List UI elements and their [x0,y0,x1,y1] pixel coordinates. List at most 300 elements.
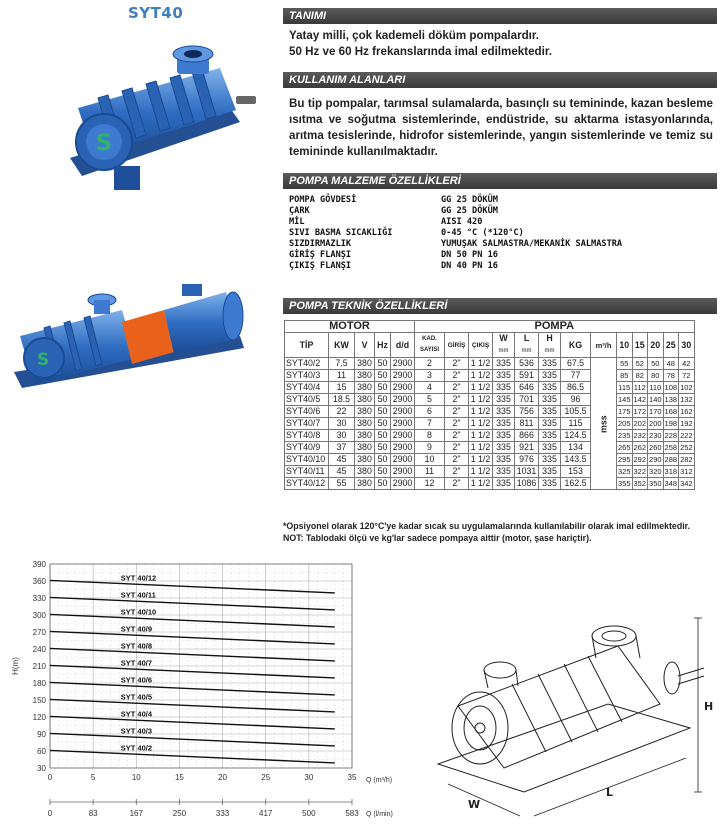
cell-head: 78 [663,370,679,382]
series-label: SYT 40/5 [120,692,153,702]
cell-dd: 2900 [391,442,415,454]
material-row [289,228,622,239]
series-line [50,682,335,694]
series-line [50,750,335,762]
performance-chart [0,550,393,834]
x2-axis-title: Q (l/min) [366,811,393,818]
x-tick-label: 10 [131,773,141,782]
cell-head: 42 [679,358,695,370]
material-row [289,239,622,250]
cell-v: 380 [355,478,375,490]
cell-head: 168 [664,407,678,416]
cell-head: 202 [633,419,647,428]
mss-label: mss [591,358,617,490]
cell-w: 335 [493,370,515,382]
cell-cikis: 1 1/2 [469,442,493,454]
cell-head: 258 [664,443,678,452]
cell-head: 200 [649,419,662,428]
cell-kad: 8 [415,430,445,442]
cell-tip: SYT40/8 [285,430,329,442]
cell-h: 335 [539,394,561,406]
material-row [289,206,622,217]
cell-head: 288 [664,455,678,464]
x2-tick-label: 333 [215,809,230,818]
y-tick-label: 150 [32,696,46,705]
table-row [285,370,695,382]
cell-kw: 22 [329,406,355,418]
col-hz: Hz [375,333,391,358]
cell-head: 85 [617,370,633,382]
x-axis-title: Q (m³/h) [366,777,393,784]
cell-kg: 96 [561,394,591,406]
cell-kw: 37 [329,442,355,454]
col-l-label: L [523,333,530,343]
cell-head: 232 [633,431,647,440]
cell-v: 380 [355,442,375,454]
series-label: SYT 40/8 [120,641,153,651]
material-row [289,250,622,261]
cell-giris: 2" [445,454,469,466]
cell-kg: 86.5 [561,382,591,394]
cell-hz: 50 [375,454,391,466]
tanimi-line-2: 50 Hz ve 60 Hz frekanslarında imal edilmektedir. [289,45,552,58]
cell-head: 322 [633,467,647,476]
cell-head: 48 [663,358,679,370]
cell-hz: 50 [375,382,391,394]
section-malzeme: POMPA MALZEME ÖZELLİKLERİ [283,173,717,189]
material-value: AISI 420 [441,217,483,227]
cell-head: 205 [618,419,631,428]
cell-head: 252 [680,443,693,452]
cell-h: 335 [539,466,561,478]
cell-l: 811 [515,418,539,430]
y-tick-label: 240 [32,645,46,654]
cell-giris: 2" [445,406,469,418]
cell-head: 292 [633,455,647,464]
cell-l: 1086 [515,478,539,490]
note-optional: *Opsiyonel olarak 120°C'ye kadar sıcak su uygulamalarında kullanılabilir olarak imal edilmektedir. [283,521,691,531]
col-kg: KG [561,333,591,358]
col-dd: d/d [391,333,415,358]
cell-l: 646 [515,382,539,394]
series-label: SYT 40/4 [120,709,153,719]
cell-dd: 2900 [391,430,415,442]
cell-cikis: 1 1/2 [469,454,493,466]
section-tanimi: TANIMI [283,8,717,24]
kullanim-text: Bu tip pompalar, tarımsal sulamalarda, basınçlı su temininde, kazan besleme ısıtma ve soğutma sistemlerinde, endüstride, su aktarma istasyonlarında, arıtma tesislerinde, hidrofor sistemlerinde, yangın sistemlerinde ve temiz su temininde kullanılmaktadır. [289,97,713,158]
cell-l: 921 [515,442,539,454]
cell-head: 50 [648,358,664,370]
cell-h: 335 [539,442,561,454]
material-key: ÇARK [289,206,310,216]
cell-kw: 15 [329,382,355,394]
cell-giris: 2" [445,358,469,370]
cell-head: 102 [680,383,693,392]
model-title: SYT40 [128,4,184,22]
material-value: 0-45 °C (*120°C) [441,228,524,238]
cell-l: 591 [515,370,539,382]
cell-h: 335 [539,382,561,394]
cell-cikis: 1 1/2 [469,466,493,478]
col-w-unit: mm [498,348,509,354]
material-key: SIZDIRMAZLIK [289,239,352,249]
cell-h: 335 [539,454,561,466]
x2-tick-label: 83 [88,809,98,818]
cell-head: 342 [680,479,693,488]
cell-head: 260 [649,443,662,452]
x2-tick-label: 0 [47,809,53,818]
series-line [50,597,335,609]
y-tick-label: 300 [32,611,46,620]
cell-tip: SYT40/11 [285,466,329,478]
cell-head: 312 [680,467,693,476]
cell-giris: 2" [445,370,469,382]
table-row [285,478,695,490]
cell-kg: 105.5 [561,406,591,418]
cell-w: 335 [493,406,515,418]
material-row [289,195,622,206]
cell-w: 335 [493,478,515,490]
cell-head: 235 [618,431,631,440]
series-label: SYT 40/2 [120,743,153,753]
cell-hz: 50 [375,406,391,418]
material-row [289,261,622,272]
col-l-unit: mm [521,348,532,354]
dim-w-label: W [468,798,481,811]
cell-head: 282 [680,455,693,464]
material-key: MİL [289,217,305,227]
cell-kad: 5 [415,394,445,406]
table-header-row [285,333,695,358]
series-line [50,665,335,677]
cell-l: 701 [515,394,539,406]
col-q30: 30 [679,333,695,358]
cell-head: 222 [680,431,693,440]
svg-text:S: S [96,131,112,156]
cell-head: 318 [664,467,678,476]
dim-h-label: H [704,700,714,713]
cell-v: 380 [355,454,375,466]
cell-kw: 7.5 [329,358,355,370]
table-row [285,406,695,418]
cell-kad: 6 [415,406,445,418]
cell-head: 290 [649,455,662,464]
cell-kw: 11 [329,370,355,382]
cell-cikis: 1 1/2 [469,394,493,406]
series-line [50,716,335,728]
cell-tip: SYT40/10 [285,454,329,466]
cell-kad: 10 [415,454,445,466]
cell-head: 82 [632,370,648,382]
cell-head: 170 [649,407,662,416]
cell-h: 335 [539,478,561,490]
section-teknik: POMPA TEKNİK ÖZELLİKLERİ [283,298,717,314]
cell-kad: 4 [415,382,445,394]
cell-dd: 2900 [391,394,415,406]
cell-w: 335 [493,418,515,430]
cell-tip: SYT40/5 [285,394,329,406]
x2-tick-label: 167 [129,809,143,818]
cell-giris: 2" [445,442,469,454]
cell-dd: 2900 [391,406,415,418]
cell-hz: 50 [375,466,391,478]
cell-head: 295 [618,455,631,464]
cell-head: 175 [618,407,631,416]
cell-head: 112 [633,383,646,392]
cell-head: 138 [664,395,678,404]
pump-motor-photo [4,262,254,402]
material-key: SIVI BASMA SICAKLIĞI [289,228,393,238]
table-row [285,382,695,394]
cell-dd: 2900 [391,478,415,490]
material-value: DN 40 PN 16 [441,261,498,271]
cell-kg: 77 [561,370,591,382]
material-key: ÇIKIŞ FLANŞI [289,261,352,271]
y-tick-label: 180 [32,679,46,688]
cell-v: 380 [355,466,375,478]
cell-v: 380 [355,430,375,442]
material-key: POMPA GÖVDESİ [289,195,357,205]
notes [283,520,690,544]
cell-hz: 50 [375,430,391,442]
cell-hz: 50 [375,394,391,406]
series-line [50,580,335,592]
y-tick-label: 90 [37,730,46,739]
cell-head: 350 [649,479,662,488]
y-tick-label: 390 [32,560,46,569]
material-value: DN 50 PN 16 [441,250,498,260]
y-tick-label: 120 [32,713,46,722]
series-line [50,614,335,626]
cell-kad: 2 [415,358,445,370]
materials-list [289,195,622,272]
cell-head: 262 [633,443,647,452]
cell-hz: 50 [375,478,391,490]
series-line [50,699,335,711]
cell-h: 335 [539,418,561,430]
x2-tick-label: 250 [172,809,187,818]
cell-kw: 55 [329,478,355,490]
cell-head: 355 [618,479,631,488]
cell-v: 380 [355,394,375,406]
x2-tick-label: 583 [345,809,359,818]
col-kw: KW [329,333,355,358]
cell-dd: 2900 [391,418,415,430]
cell-l: 756 [515,406,539,418]
col-q15: 15 [632,333,648,358]
x-tick-label: 0 [47,773,53,782]
cell-tip: SYT40/2 [285,358,329,370]
cell-kw: 18.5 [329,394,355,406]
col-h-label: H [546,333,553,343]
series-line [50,648,335,660]
cell-kad: 11 [415,466,445,478]
y-axis-title: H(m) [11,657,20,675]
cell-tip: SYT40/9 [285,442,329,454]
col-h-unit: mm [544,348,555,354]
cell-v: 380 [355,382,375,394]
col-h [539,333,561,358]
x-tick-label: 20 [218,773,228,782]
cell-head: 325 [618,467,631,476]
cell-kg: 134 [561,442,591,454]
motor-header: MOTOR [285,321,415,333]
cell-dd: 2900 [391,382,415,394]
cell-kg: 143.5 [561,454,591,466]
cell-head: 142 [633,395,647,404]
cell-head: 72 [679,370,695,382]
cell-w: 335 [493,394,515,406]
table-row [285,358,695,370]
y-tick-label: 360 [32,577,46,586]
series-label: SYT 40/11 [120,590,156,600]
cell-giris: 2" [445,466,469,478]
cell-w: 335 [493,430,515,442]
cell-kad: 7 [415,418,445,430]
dim-l-label: L [606,786,614,799]
col-v: V [355,333,375,358]
material-row [289,217,622,228]
cell-l: 866 [515,430,539,442]
cell-head: 230 [649,431,662,440]
pump-photo [40,38,260,198]
cell-head: 108 [664,383,678,392]
cell-l: 536 [515,358,539,370]
cell-head: 265 [618,443,631,452]
col-w-label: W [499,333,508,343]
cell-giris: 2" [445,478,469,490]
cell-w: 335 [493,358,515,370]
col-l [515,333,539,358]
x-tick-label: 5 [90,773,96,782]
cell-head: 198 [664,419,678,428]
series-label: SYT 40/10 [120,607,157,617]
x2-tick-label: 500 [302,809,316,818]
cell-kad: 12 [415,478,445,490]
cell-w: 335 [493,454,515,466]
cell-kg: 162.5 [561,478,591,490]
cell-v: 380 [355,418,375,430]
cell-h: 335 [539,370,561,382]
cell-tip: SYT40/6 [285,406,329,418]
cell-kw: 30 [329,430,355,442]
cell-cikis: 1 1/2 [469,382,493,394]
cell-w: 335 [493,466,515,478]
table-row [285,394,695,406]
col-q20: 20 [648,333,664,358]
cell-head: 352 [633,479,647,488]
cell-v: 380 [355,370,375,382]
material-key: GİRİŞ FLANŞI [289,250,352,260]
cell-v: 380 [355,358,375,370]
cell-kg: 153 [561,466,591,478]
cell-cikis: 1 1/2 [469,406,493,418]
series-line [50,631,335,643]
cell-head: 172 [633,407,647,416]
cell-giris: 2" [445,418,469,430]
col-flow: m³/h [591,333,617,358]
cell-kw: 45 [329,454,355,466]
tech-table [284,320,695,490]
cell-head: 132 [680,395,693,404]
x-tick-label: 35 [347,773,357,782]
cell-tip: SYT40/4 [285,382,329,394]
cell-l: 1031 [515,466,539,478]
cell-head: 348 [664,479,678,488]
cell-dd: 2900 [391,454,415,466]
cell-kw: 45 [329,466,355,478]
tanimi-line-1: Yatay milli, çok kademeli döküm pompalardır. [289,29,540,42]
cell-kw: 30 [329,418,355,430]
table-row [285,430,695,442]
series-label: SYT 40/9 [120,624,153,634]
material-value: GG 25 DÖKÜM [441,206,498,216]
cell-cikis: 1 1/2 [469,370,493,382]
y-tick-label: 60 [37,747,46,756]
y-tick-label: 30 [37,764,46,773]
pompa-header: POMPA [415,321,695,333]
cell-hz: 50 [375,358,391,370]
dimension-drawing [428,596,718,822]
material-value: YUMUŞAK SALMASTRA/MEKANİK SALMASTRA [441,239,623,249]
cell-head: 228 [664,431,678,440]
cell-head: 52 [632,358,648,370]
col-giris: GİRİŞ [445,333,469,358]
cell-hz: 50 [375,370,391,382]
series-label: SYT 40/6 [120,675,153,685]
table-row [285,454,695,466]
cell-v: 380 [355,406,375,418]
col-cikis: ÇIKIŞ [469,333,493,358]
col-q10: 10 [617,333,633,358]
series-label: SYT 40/7 [120,658,153,668]
cell-l: 976 [515,454,539,466]
table-row [285,466,695,478]
cell-h: 335 [539,430,561,442]
x-tick-label: 25 [261,773,271,782]
cell-head: 80 [648,370,664,382]
cell-cikis: 1 1/2 [469,478,493,490]
col-w [493,333,515,358]
note-dimensions: NOT: Tablodaki ölçü ve kg'lar sadece pompaya aittir (motor, şase hariçtir). [283,533,592,543]
svg-text:S: S [37,350,50,370]
y-tick-label: 330 [32,594,46,603]
cell-cikis: 1 1/2 [469,358,493,370]
cell-h: 335 [539,406,561,418]
y-tick-label: 210 [32,662,46,671]
x2-tick-label: 417 [259,809,273,818]
cell-cikis: 1 1/2 [469,430,493,442]
x-tick-label: 30 [304,773,314,782]
cell-dd: 2900 [391,358,415,370]
cell-w: 335 [493,382,515,394]
col-tip: TİP [285,333,329,358]
table-row [285,418,695,430]
section-kullanim: KULLANIM ALANLARI [283,72,717,88]
cell-kg: 115 [561,418,591,430]
cell-tip: SYT40/12 [285,478,329,490]
cell-head: 140 [649,395,662,404]
cell-head: 55 [617,358,633,370]
col-q25: 25 [663,333,679,358]
cell-head: 192 [680,419,693,428]
cell-giris: 2" [445,382,469,394]
cell-kg: 124.5 [561,430,591,442]
cell-head: 145 [618,395,631,404]
cell-tip: SYT40/3 [285,370,329,382]
cell-kad: 9 [415,442,445,454]
cell-giris: 2" [445,394,469,406]
